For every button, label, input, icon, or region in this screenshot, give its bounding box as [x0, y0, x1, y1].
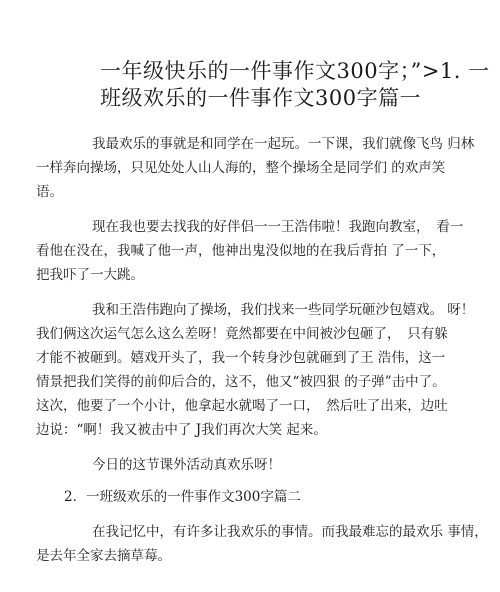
paragraph-line: 我最欢乐的事就是和同学在一起玩。一下课，我们就像飞鸟 归林 [92, 136, 475, 152]
paragraph-3 [36, 298, 475, 442]
paragraph-4 [64, 453, 464, 477]
paragraph-line: 在我记忆中，有许多让我欢乐的事情。而我最难忘的最欢乐 事情， [92, 524, 488, 540]
title-line-1: 一年级快乐的一件事作文300字；”>1. 一 [100, 59, 490, 83]
paragraph-line: 是去年全家去摘草莓。 [36, 548, 171, 564]
paragraph-line: 情景把我们笑得的前仰后合的，这不，他又“被四狠 的子弹”击中了。 [36, 374, 446, 390]
paragraph-line: 才能不被砸到。嬉戏开头了，我一个转身沙包就砸到了王 浩伟，这一 [36, 350, 446, 366]
paragraph-line: 现在我也要去找我的好伴侣一一王浩伟啦！我跑向教室， 看一 [92, 219, 464, 235]
paragraph-line: 语。 [36, 184, 63, 200]
paragraph-line: 这次，他要了一个小计，他拿起水就喝了一口， 然后吐了出来，边吐 [36, 398, 448, 414]
paragraph-2 [36, 215, 464, 287]
section-heading: 2．一班级欢乐的一件事作文300字篇二 [64, 489, 301, 505]
body-text [36, 132, 488, 568]
document-title [100, 58, 490, 112]
title-line-2: 班级欢乐的一件事作文300字篇一 [100, 86, 422, 110]
paragraph-line: 把我吓了一大跳。 [36, 267, 144, 283]
paragraph-line: 我和王浩伟跑向了操场，我们找来一些同学玩砸沙包嬉戏。 呀！ [92, 302, 475, 318]
section-2-paragraph [36, 520, 488, 568]
paragraph-1 [36, 132, 475, 204]
paragraph-line: 我们俩这次运气怎么这么差呀！竟然都要在中间被沙包砸了， 只有躲 [36, 326, 448, 342]
paragraph-line: 今日的这节课外活动真欢乐呀！ [92, 457, 281, 473]
paragraph-line: 一样奔向操场，只见处处人山人海的，整个操场全是同学们 的欢声笑 [36, 160, 446, 176]
paragraph-line: 边说：“啊！我又被击中了 J我们再次大笑 起来。 [36, 422, 327, 438]
paragraph-line: 看他在没在，我喊了他一声，他神出鬼没似地的在我后背拍 了一下， [36, 243, 446, 259]
